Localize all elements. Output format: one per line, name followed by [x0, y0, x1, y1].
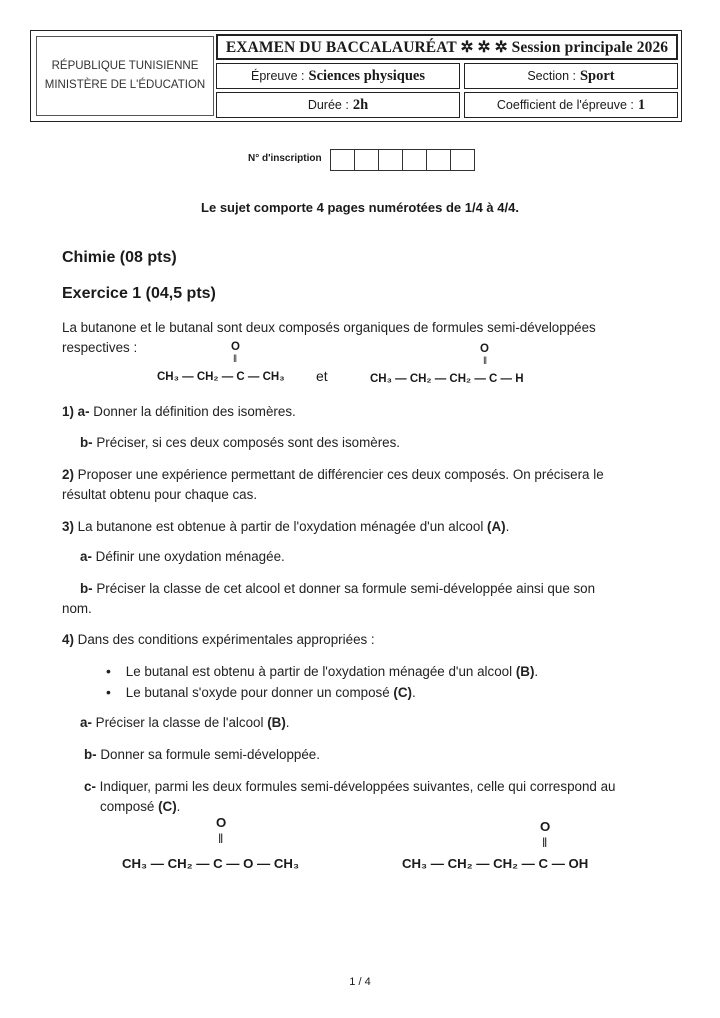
ester-formula: CH₃ — CH₂ — C — O — CH₃	[122, 856, 300, 871]
formula-et: et	[316, 368, 328, 384]
acid-oxygen: O	[540, 819, 551, 834]
question-3a-number: a-	[80, 549, 92, 564]
question-3b-number: b-	[80, 581, 93, 596]
epreuve-label: Épreuve :	[251, 69, 305, 83]
question-1b	[80, 432, 400, 453]
butanone-formula: CH₃ — CH₂ — C — CH₃	[157, 371, 285, 383]
question-3	[62, 516, 509, 537]
coefficient-label: Coefficient de l'épreuve :	[496, 98, 634, 112]
double-bond-icon: ‖	[542, 835, 548, 850]
acid-formula: CH₃ — CH₂ — CH₂ — C — OH	[402, 856, 589, 871]
inscription-digit-box[interactable]	[379, 150, 403, 170]
question-3a-text: Définir une oxydation ménagée.	[95, 549, 285, 564]
section-label: Section :	[527, 69, 576, 83]
question-2-line2: résultat obtenu pour chaque cas.	[62, 487, 258, 502]
question-3b	[80, 578, 660, 599]
question-4c	[84, 776, 664, 797]
question-3-end: .	[505, 519, 510, 534]
exercise-title: Exercice 1 (04,5 pts)	[62, 285, 216, 302]
question-4a-ref: (B)	[267, 715, 286, 730]
question-4b	[84, 744, 320, 765]
question-2-number: 2)	[62, 467, 74, 482]
bullet1-text: Le butanal est obtenu à partir de l'oxydation ménagée d'un alcool	[125, 664, 513, 679]
question-3b-line2: nom.	[62, 601, 92, 616]
question-3-number: 3)	[62, 519, 74, 534]
question-4-number: 4)	[62, 632, 74, 647]
epreuve-cell	[216, 63, 460, 89]
exam-title: EXAMEN DU BACCALAURÉAT ✲ ✲ ✲ Session principale 2026	[216, 34, 678, 60]
double-bond-icon: ‖	[218, 831, 224, 846]
section-value: Sport	[579, 67, 615, 84]
coefficient-cell	[464, 92, 678, 118]
butanal-oxygen: O	[480, 343, 489, 355]
bullet2-text: Le butanal s'oxyde pour donner un composé	[125, 685, 390, 700]
double-bond-icon: ‖	[233, 354, 238, 365]
question-4-bullet1: • Le butanal est obtenu à partir de l'oxydation ménagée d'un alcool (B).	[106, 663, 539, 679]
ministry-line2: MINISTÈRE DE L'ÉDUCATION	[44, 79, 206, 91]
question-4c-line2: composé (C).	[100, 799, 181, 814]
question-4b-text: Donner sa formule semi-développée.	[100, 747, 320, 762]
intro-line2: respectives :	[62, 340, 138, 355]
inscription-digit-box[interactable]	[355, 150, 379, 170]
page-number: 1 / 4	[349, 976, 371, 988]
question-3-ref: (A)	[487, 519, 506, 534]
question-4a: a- Préciser la classe de l'alcool (B).	[80, 715, 290, 730]
question-3b-line1: Préciser la classe de cet alcool et donner sa formule semi-développée ainsi que son	[96, 581, 596, 596]
question-2-line1: Proposer une expérience permettant de différencier ces deux composés. On précisera le	[77, 467, 604, 482]
bullet2-ref: (C)	[393, 685, 412, 700]
epreuve-value: Sciences physiques	[308, 67, 425, 84]
pages-note: Le sujet comporte 4 pages numérotées de 1/4 à 4/4.	[201, 200, 519, 215]
inscription-number-boxes[interactable]	[330, 149, 475, 171]
question-4-bullet2: • Le butanal s'oxyde pour donner un composé (C).	[106, 684, 416, 700]
butanone-oxygen: O	[231, 341, 240, 353]
duree-label: Durée :	[307, 98, 349, 112]
question-1b-text: Préciser, si ces deux composés sont des isomères.	[96, 435, 401, 450]
question-3-text: La butanone est obtenue à partir de l'oxydation ménagée d'un alcool	[77, 519, 484, 534]
inscription-digit-box[interactable]	[403, 150, 427, 170]
question-4	[62, 629, 375, 650]
ministry-block	[36, 36, 214, 116]
inscription-digit-box[interactable]	[451, 150, 474, 170]
question-4b-number: b-	[84, 747, 97, 762]
question-1a	[62, 401, 296, 422]
question-4c-number: c-	[84, 779, 96, 794]
inscription-digit-box[interactable]	[331, 150, 355, 170]
inscription-label: N° d'inscription	[248, 153, 322, 164]
double-bond-icon: ‖	[483, 356, 488, 367]
section-title: Chimie (08 pts)	[62, 249, 177, 266]
question-4c-line2-text: composé	[100, 799, 155, 814]
bullet-icon: •	[106, 663, 111, 679]
bullet1-ref: (B)	[515, 664, 535, 679]
inscription-digit-box[interactable]	[427, 150, 451, 170]
ministry-line1: RÉPUBLIQUE TUNISIENNE	[51, 60, 199, 72]
question-1-number: 1) a-	[62, 404, 90, 419]
coefficient-value: 1	[637, 96, 646, 113]
duree-cell	[216, 92, 460, 118]
section-cell	[464, 63, 678, 89]
bullet-icon: •	[106, 684, 111, 700]
question-3a	[80, 546, 285, 567]
question-4c-line1: Indiquer, parmi les deux formules semi-développées suivantes, celle qui correspond au	[99, 779, 616, 794]
question-4a-number: a-	[80, 715, 92, 730]
question-1b-number: b-	[80, 435, 93, 450]
question-4c-ref: (C)	[158, 799, 177, 814]
butanal-formula: CH₃ — CH₂ — CH₂ — C — H	[370, 373, 524, 385]
intro-line1: La butanone et le butanal sont deux composés organiques de formules semi-développées	[62, 320, 596, 335]
question-4-text: Dans des conditions expérimentales appropriées :	[77, 632, 375, 647]
ester-oxygen: O	[216, 815, 227, 830]
question-4a-text: Préciser la classe de l'alcool	[95, 715, 264, 730]
duree-value: 2h	[352, 96, 369, 113]
question-2	[62, 464, 662, 485]
question-1a-text: Donner la définition des isomères.	[93, 404, 296, 419]
